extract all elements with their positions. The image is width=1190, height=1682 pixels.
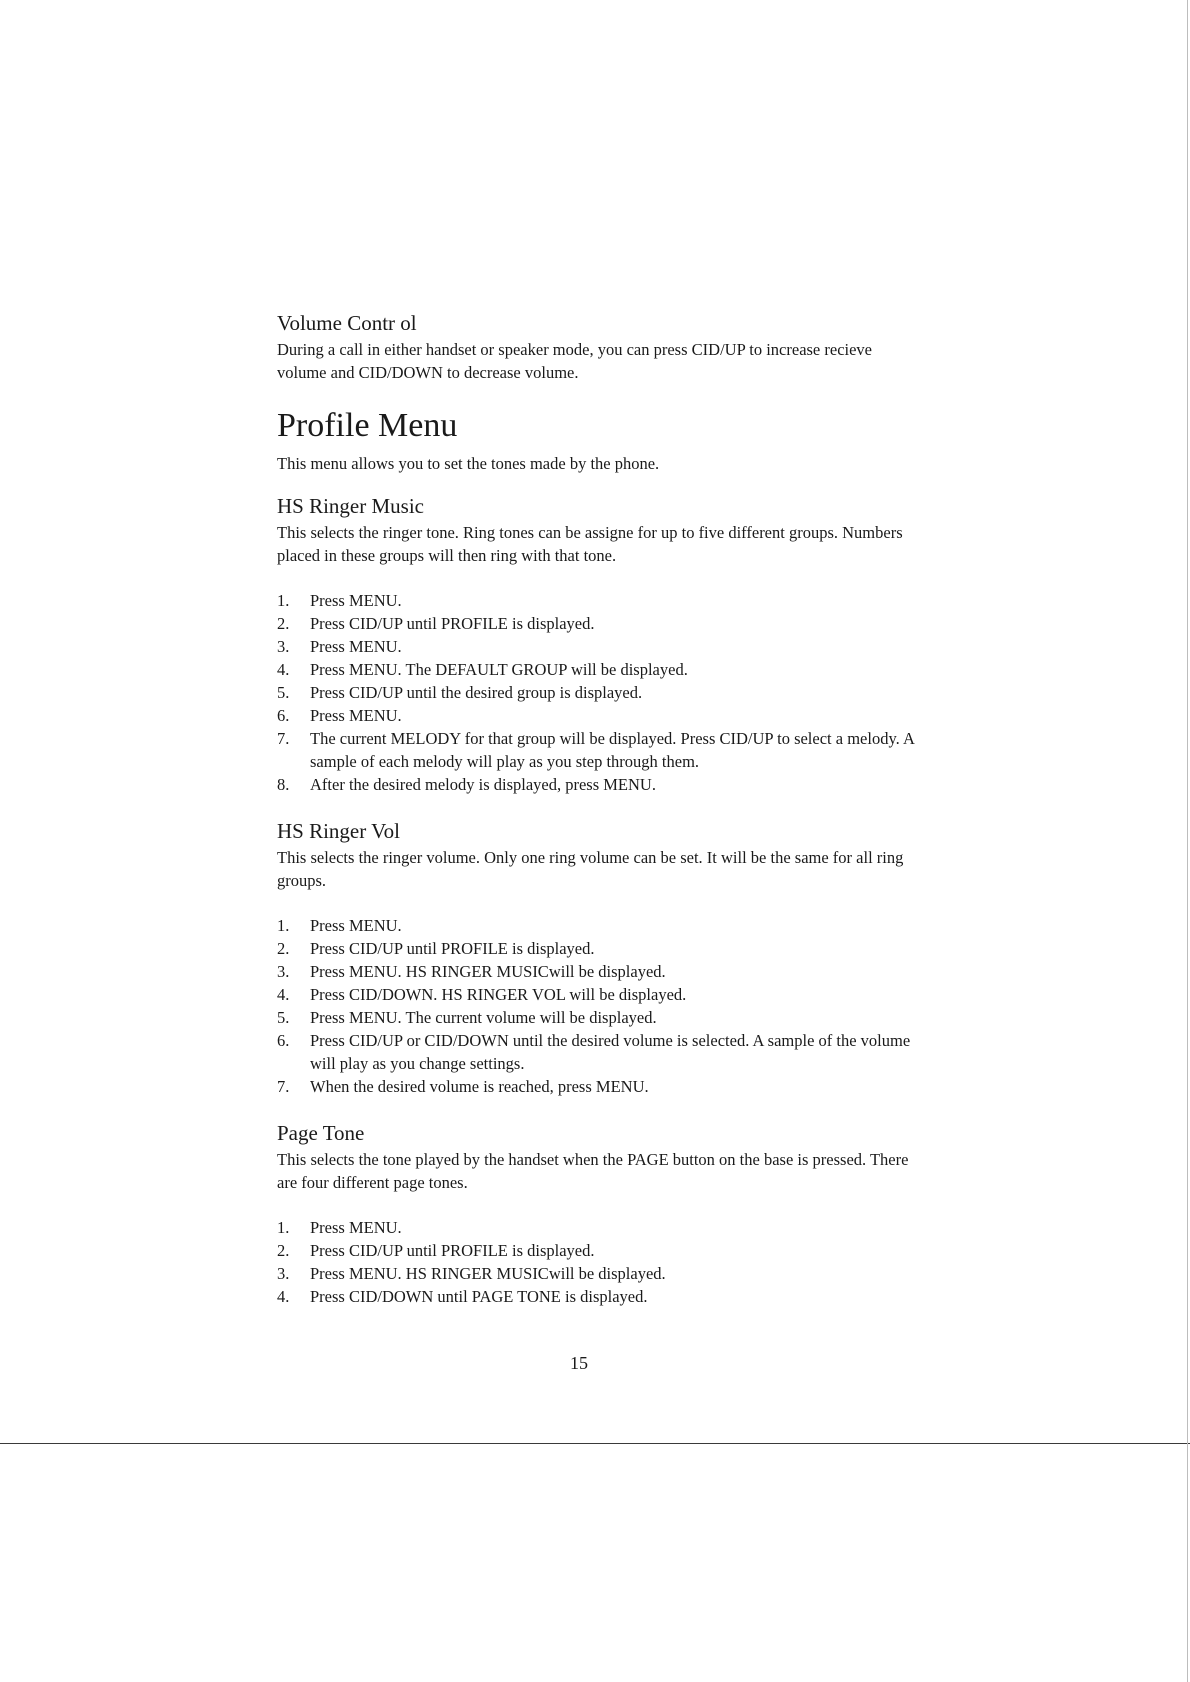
list-item: 7. The current MELODY for that group will be displayed. Press CID/UP to select a melody. A sample of each melody will play as you step through them. xyxy=(277,729,914,771)
volume-control-heading: Volume Contr ol xyxy=(277,311,417,335)
list-item: 4. Press CID/DOWN. HS RINGER VOL will be displayed. xyxy=(277,985,687,1004)
profile-menu-heading: Profile Menu xyxy=(277,407,458,444)
volume-control-text: During a call in either handset or speaker mode, you can press CID/UP to increase recieve volume and CID/DOWN to decrease volume. xyxy=(277,340,873,382)
list-item: 8. After the desired melody is displayed, press MENU. xyxy=(277,775,656,794)
list-item: 4. Press MENU. The DEFAULT GROUP will be displayed. xyxy=(277,660,688,679)
page-tone-text: This selects the tone played by the handset when the PAGE button on the base is pressed. There are four different page tones. xyxy=(277,1150,909,1192)
list-item: 3. Press MENU. HS RINGER MUSICwill be displayed. xyxy=(277,962,666,981)
page-number: 15 xyxy=(570,1353,588,1373)
list-item: 3. Press MENU. xyxy=(277,637,402,656)
hs-ringer-music-text: This selects the ringer tone. Ring tones can be assigne for up to five different groups. Numbers placed in these groups will then ring with that tone. xyxy=(277,523,903,565)
list-item: 1. Press MENU. xyxy=(277,916,402,935)
hs-ringer-music-heading: HS Ringer Music xyxy=(277,494,424,518)
list-item: 3. Press MENU. HS RINGER MUSICwill be displayed. xyxy=(277,1264,666,1283)
page-tone-section xyxy=(277,1120,917,1308)
volume-control-section xyxy=(277,310,917,384)
list-item: 6. Press CID/UP or CID/DOWN until the desired volume is selected. A sample of the volume will play as you change settings. xyxy=(277,1031,911,1073)
list-item: 4. Press CID/DOWN until PAGE TONE is displayed. xyxy=(277,1287,648,1306)
list-item: 2. Press CID/UP until PROFILE is displayed. xyxy=(277,614,595,633)
list-item: 1. Press MENU. xyxy=(277,591,402,610)
list-item: 1. Press MENU. xyxy=(277,1218,402,1237)
profile-menu-section xyxy=(277,406,917,475)
list-item: 7. When the desired volume is reached, press MENU. xyxy=(277,1077,649,1096)
page-tone-steps xyxy=(277,1216,917,1308)
list-item: 2. Press CID/UP until PROFILE is displayed. xyxy=(277,939,595,958)
list-item: 2. Press CID/UP until PROFILE is displayed. xyxy=(277,1241,595,1260)
hs-ringer-music-steps xyxy=(277,589,917,796)
hs-ringer-music-section xyxy=(277,493,917,796)
hs-ringer-vol-steps xyxy=(277,914,917,1098)
hs-ringer-vol-heading: HS Ringer Vol xyxy=(277,819,400,843)
scan-edge-line xyxy=(1187,0,1188,1682)
list-item: 5. Press CID/UP until the desired group is displayed. xyxy=(277,683,643,702)
page-content xyxy=(277,310,917,1322)
list-item: 5. Press MENU. The current volume will be displayed. xyxy=(277,1008,657,1027)
hs-ringer-vol-section xyxy=(277,818,917,1098)
page-tone-heading: Page Tone xyxy=(277,1121,365,1145)
profile-menu-intro: This menu allows you to set the tones made by the phone. xyxy=(277,454,660,473)
list-item: 6. Press MENU. xyxy=(277,706,402,725)
page-bottom-rule xyxy=(0,1443,1190,1444)
hs-ringer-vol-text: This selects the ringer volume. Only one ring volume can be set. It will be the same for all ring groups. xyxy=(277,848,904,890)
